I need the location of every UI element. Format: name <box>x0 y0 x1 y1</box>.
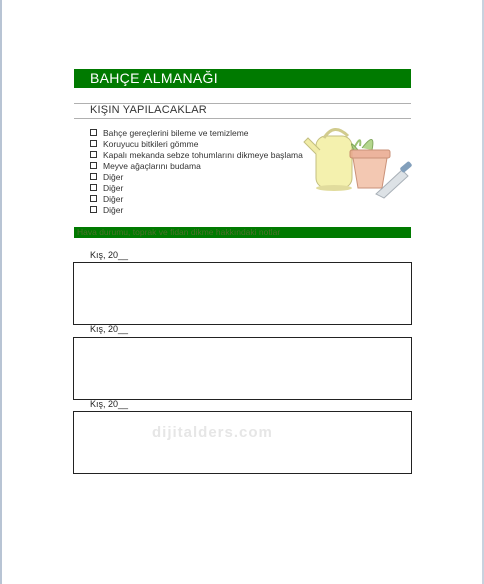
task-item <box>90 127 303 138</box>
task-label: Meyve ağaçlarını budama <box>103 160 201 171</box>
task-list <box>90 127 303 215</box>
page-edge-left <box>0 0 2 584</box>
task-label: Kapalı mekanda sebze tohumlarını dikmeye başlama <box>103 149 303 160</box>
checkbox-icon[interactable] <box>90 151 97 158</box>
task-label: Diğer <box>103 171 124 182</box>
season-label: Kış, 20__ <box>90 324 129 334</box>
garden-tools-illustration <box>302 124 414 206</box>
checkbox-icon[interactable] <box>90 140 97 147</box>
checkbox-icon[interactable] <box>90 162 97 169</box>
task-label: Bahçe gereçlerini bileme ve temizleme <box>103 127 249 138</box>
watering-can-icon <box>304 129 352 191</box>
task-item <box>90 138 303 149</box>
notes-box[interactable] <box>73 262 412 325</box>
checkbox-icon[interactable] <box>90 184 97 191</box>
checkbox-icon[interactable] <box>90 206 97 213</box>
task-label: Diğer <box>103 182 124 193</box>
task-label: Diğer <box>103 204 124 215</box>
checkbox-icon[interactable] <box>90 173 97 180</box>
task-label: Koruyucu bitkileri gömme <box>103 138 199 149</box>
season-label: Kış, 20__ <box>90 399 129 409</box>
task-item <box>90 204 303 215</box>
notes-box[interactable] <box>73 411 412 474</box>
task-item <box>90 160 303 171</box>
notes-box[interactable] <box>73 337 412 400</box>
document-title: BAHÇE ALMANAĞI <box>90 70 218 86</box>
task-item <box>90 149 303 160</box>
flower-pot-icon <box>350 139 390 188</box>
section-heading: KIŞIN YAPILACAKLAR <box>90 104 207 116</box>
season-label: Kış, 20__ <box>90 250 129 260</box>
task-item <box>90 182 303 193</box>
watermark: dijitalders.com <box>152 424 273 441</box>
notes-heading: Hava durumu, toprak ve fidan dikme hakkındaki notlar <box>77 227 281 237</box>
checkbox-icon[interactable] <box>90 195 97 202</box>
task-item <box>90 171 303 182</box>
section-divider-bottom <box>74 118 411 119</box>
title-banner <box>74 69 411 88</box>
task-label: Diğer <box>103 193 124 204</box>
task-item <box>90 193 303 204</box>
checkbox-icon[interactable] <box>90 129 97 136</box>
notes-heading-bar <box>74 227 411 238</box>
